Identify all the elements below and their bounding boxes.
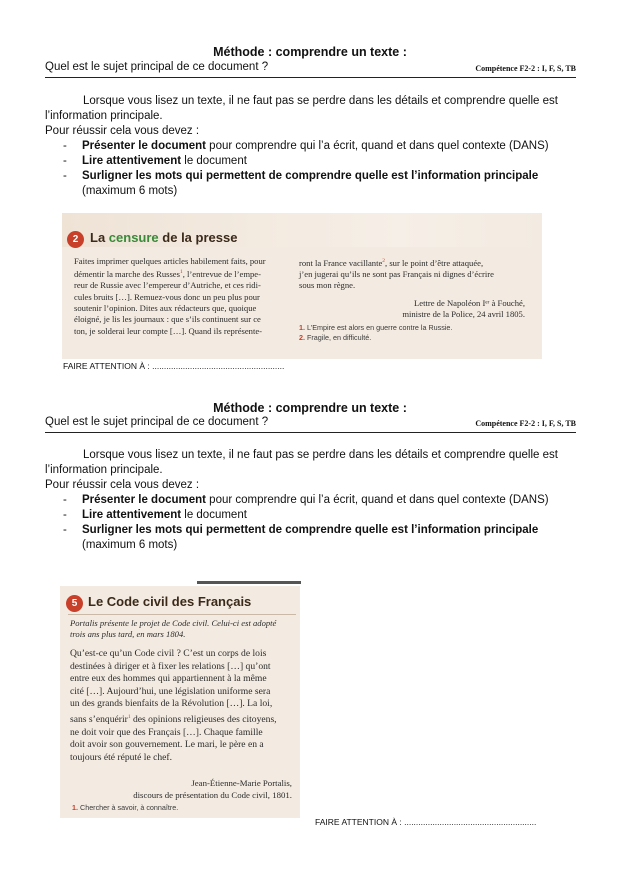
document-title: Le Code civil des Français: [88, 594, 252, 609]
document-column-right: ront la France vacillante$^2$, sur le point d’être attaquée, j’en jugerai qu’ils ne sont pas Français ni dignes d’écrire sous mon règne. Lettre de Napoléon Iᵉʳ à Fouché, ministre de la Police, 24 avril 1805. 1. L’Empire est alors en guerre contre la Russie. 2. Fragile, en difficulté.: [299, 256, 539, 342]
intro-line: Lorsque vous lisez un texte, il ne faut pas se perdre dans les détails et comprendre quelle est: [83, 449, 558, 461]
divider: [68, 614, 296, 615]
intro-paragraph: [45, 94, 575, 139]
document-intro: Portalis présente le projet de Code civil. Celui-ci est adopté trois ans plus tard, en mars 1804.: [70, 618, 277, 639]
list-item: - Présenter le document pour comprendre qui l’a écrit, quand et dans quel contexte (DANS): [45, 493, 580, 508]
document-excerpt-code-civil: [60, 586, 300, 818]
section-title: Méthode : comprendre un texte :: [213, 401, 407, 415]
list-item: - Lire attentivement le document: [45, 508, 580, 523]
intro-line: Pour réussir cela vous devez :: [45, 479, 200, 491]
footnote: 2. Fragile, en difficulté.: [299, 332, 372, 342]
document-column-left: Faites imprimer quelques articles habilement faits, pour démentir la marche des Russes$^1$, l’entrevue de l’empe- reur de Russie avec l’empereur d’Autriche, et ces ridi- cules bruits […]. Remuez-vous donc un peu plus pour soutenir l’opinion. Dites aux rédacteurs que, quoique éloigné, je lis les journaux : que s’ils continuent sur ce ton, je solderai leur compte […]. Quand ils représente-: [74, 256, 266, 336]
competence-label: Compétence F2-2 : I, F, S, TB: [475, 419, 576, 428]
document-body: Qu’est-ce qu’un Code civil ? C’est un corps de lois destinées à diriger et à fixer les relations […] qu’ont entre eux des hommes qui appartiennent à la même cité […]. Aujourd’hui, une législation uniforme sera un des grands bienfaits de la Révolution […]. La loi, sans s’enquérir$^1$ des opinions religieuses des citoyens, ne doit voir que des Français […]. Chaque famille doit avoir son gouvernement. Le mari, le père en a toujours été réputé le chef.: [70, 648, 277, 763]
question: Quel est le sujet principal de ce document ?: [45, 61, 269, 73]
intro-paragraph: [45, 448, 575, 493]
document-source: Lettre de Napoléon Iᵉʳ à Fouché,: [414, 297, 525, 308]
instruction-list: [45, 493, 580, 553]
competence-label: Compétence F2-2 : I, F, S, TB: [475, 64, 576, 73]
question: Quel est le sujet principal de ce document ?: [45, 416, 269, 428]
faire-attention-line: FAIRE ATTENTION À : ........................................................: [63, 361, 285, 371]
document-top-border: [197, 581, 301, 584]
intro-line: l’information principale.: [45, 110, 163, 122]
instruction-list: [45, 139, 580, 199]
document-source: ministre de la Police, 24 avril 1805.: [402, 309, 525, 320]
intro-line: l’information principale.: [45, 464, 163, 476]
document-source: Jean-Étienne-Marie Portalis, discours de présentation du Code civil, 1801.: [133, 778, 292, 800]
intro-line: Pour réussir cela vous devez :: [45, 125, 200, 137]
footnote: 1. Chercher à savoir, à connaître.: [72, 803, 179, 812]
divider: [45, 432, 576, 433]
list-item: - Présenter le document pour comprendre qui l’a écrit, quand et dans quel contexte (DANS): [45, 139, 580, 154]
intro-line: Lorsque vous lisez un texte, il ne faut pas se perdre dans les détails et comprendre quelle est: [83, 95, 558, 107]
document-excerpt-censure: [62, 213, 542, 359]
document-number-badge: 5: [66, 595, 83, 612]
document-title: La censure de la presse: [90, 230, 238, 245]
list-item: - Surligner les mots qui permettent de comprendre quelle est l’information principale (maximum 6 mots): [45, 169, 580, 199]
section-title: Méthode : comprendre un texte :: [213, 45, 407, 59]
footnote: 1. L’Empire est alors en guerre contre la Russie.: [299, 323, 453, 333]
divider: [45, 77, 576, 78]
list-item: - Surligner les mots qui permettent de comprendre quelle est l’information principale (maximum 6 mots): [45, 523, 580, 553]
list-item: - Lire attentivement le document: [45, 154, 580, 169]
faire-attention-line: FAIRE ATTENTION À : ........................................................: [315, 817, 537, 827]
document-number-badge: 2: [67, 231, 84, 248]
